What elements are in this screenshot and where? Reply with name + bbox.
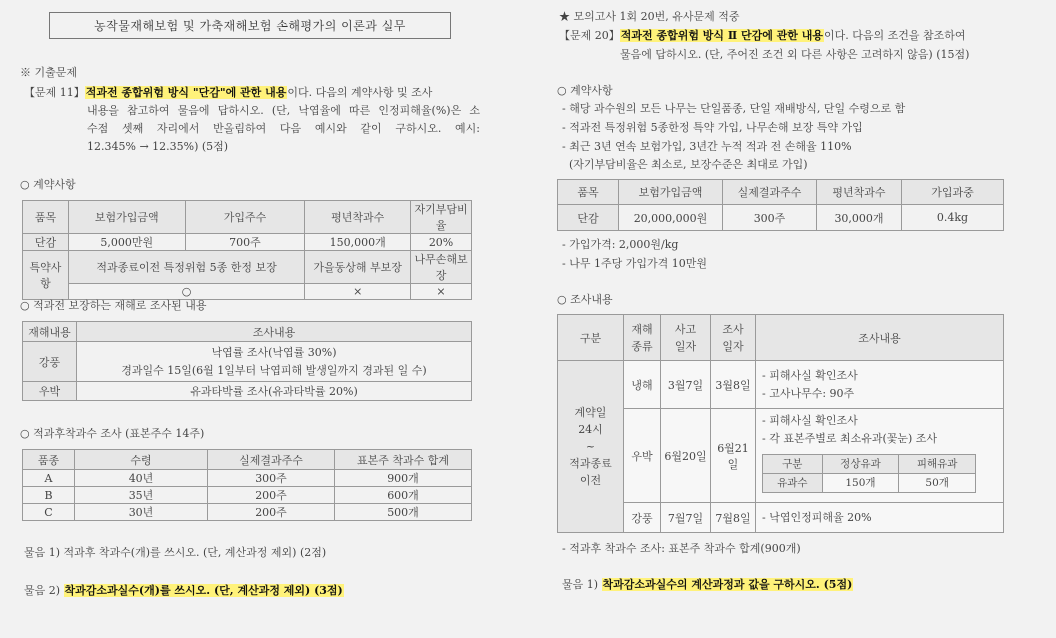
table-header: 피해유과 (899, 455, 976, 474)
table-cell: 강풍 (624, 503, 661, 533)
table-header: 적과종료이전 특정위험 5종 한정 보장 (68, 251, 304, 284)
period-line: ~ (585, 440, 596, 453)
table-cell: A (23, 470, 75, 487)
price-note: - 나무 1주당 가입가격 10만원 (562, 257, 707, 270)
cell-line: - 피해사실 확인조사 (762, 368, 858, 382)
table-header: 실제결과주수 (723, 180, 817, 205)
contract-bullet: - 최근 3년 연속 보험가입, 3년간 누적 적과 전 손해율 110% (562, 140, 852, 153)
table-cell: 200주 (208, 487, 335, 504)
table-header: 평년착과수 (305, 201, 411, 234)
period-line: 적과종료 (569, 457, 612, 470)
mock-exam-note: ★ 모의고사 1회 20번, 유사문제 적중 (559, 10, 740, 23)
page-title: 농작물재해보험 및 가축재해보험 손해평가의 이론과 실무 (49, 12, 451, 39)
sub-question-prefix: 물음 2) (24, 584, 64, 597)
table-header: 보험가입금액 (619, 180, 723, 205)
sub-question-prefix: 물음 1) (562, 578, 602, 591)
table-header: 가입과중 (902, 180, 1004, 205)
section-label: ※ 기출문제 (20, 66, 78, 79)
table-header: 품목 (23, 201, 69, 234)
sub-question-2 (24, 582, 344, 600)
cell-line: 낙엽률 조사(낙엽률 30%) (211, 345, 337, 359)
contract-bullet: (자기부담비율은 최소로, 보장수준은 최대로 가입) (562, 158, 808, 171)
contract-table-right (557, 179, 1004, 231)
table-header: 조사 일자 (711, 315, 756, 361)
period-line: 계약일 (574, 406, 607, 419)
table-cell (756, 409, 1004, 503)
cell-line: - 각 표본주별로 최소유과(꽃눈) 조사 (762, 432, 938, 445)
table-cell: 우박 (23, 382, 77, 401)
table-cell: 20% (411, 234, 472, 251)
table-header: 구분 (763, 455, 823, 474)
table-header: 구분 (558, 315, 624, 361)
question-11-line4: 12.345% → 12.35%) (5점) (87, 140, 229, 153)
table-header: 사고 일자 (661, 315, 711, 361)
table-cell: 30,000개 (817, 205, 902, 231)
question-11-line1 (24, 84, 432, 102)
contract-heading: ○ 계약사항 (20, 178, 76, 191)
question-highlight: 적과전 종합위험 방식 Ⅱ 단감에 관한 내용 (620, 29, 824, 42)
after-fruit-table (22, 449, 472, 521)
table-cell: 3월7일 (661, 361, 711, 409)
table-cell: - 낙엽인정피해율 20% (756, 503, 1004, 533)
table-cell: 3월8일 (711, 361, 756, 409)
table-cell: 50개 (899, 474, 976, 493)
table-cell: 40년 (75, 470, 208, 487)
table-header: 가을동상해 부보장 (305, 251, 411, 284)
table-cell: 200주 (208, 504, 335, 521)
price-note: - 가입가격: 2,000원/kg (562, 238, 679, 251)
table-cell: 5,000만원 (68, 234, 185, 251)
table-cell: 단감 (558, 205, 619, 231)
cell-line: - 고사나무수: 90주 (762, 386, 855, 400)
table-cell: 단감 (23, 234, 69, 251)
table-cell (756, 361, 1004, 409)
special-terms-label: 특약사항 (23, 251, 69, 300)
contract-table (22, 200, 472, 300)
contract-heading-right: ○ 계약사항 (557, 84, 613, 97)
table-header: 재해내용 (23, 322, 77, 342)
table-header: 표본주 착과수 합계 (335, 450, 472, 470)
period-line: 24시 (578, 423, 603, 436)
table-cell: 300주 (208, 470, 335, 487)
table-cell: ○ (68, 284, 304, 300)
table-header: 품목 (558, 180, 619, 205)
table-header: 정상유과 (822, 455, 899, 474)
table-cell: 6월20일 (661, 409, 711, 503)
table-header: 재해 종류 (624, 315, 661, 361)
table-cell: 500개 (335, 504, 472, 521)
table-cell: 900개 (335, 470, 472, 487)
table-header: 보험가입금액 (68, 201, 185, 234)
question-number: 【문제 11】 (24, 86, 85, 99)
table-cell: 0.4kg (902, 205, 1004, 231)
table-cell: 유과타박률 조사(유과타박률 20%) (77, 382, 472, 401)
after-fruit-note: - 적과후 착과수 조사: 표본주 착과수 합계(900개) (562, 542, 801, 555)
table-header: 나무손해보장 (411, 251, 472, 284)
table-cell: 7월8일 (711, 503, 756, 533)
period-line: 이전 (579, 474, 602, 487)
table-header: 자기부담비율 (411, 201, 472, 234)
table-cell: 300주 (723, 205, 817, 231)
table-header: 실제결과주수 (208, 450, 335, 470)
question-20-line1 (559, 27, 966, 45)
table-cell: B (23, 487, 75, 504)
table-cell: 150,000개 (305, 234, 411, 251)
table-header: 수령 (75, 450, 208, 470)
sub-question-highlight: 착과감소과실수의 계산과정과 값을 구하시오. (5점) (602, 578, 853, 591)
sub-question-1-right (562, 576, 853, 594)
sub-question-highlight: 착과감소과실수(개)를 쓰시오. (단, 계산과정 제외) (3점) (64, 584, 343, 597)
survey-heading: ○ 조사내용 (557, 293, 613, 306)
question-20-line2: 물음에 답하시오. (단, 주어진 조건 외 다른 사항은 고려하지 않음) (15점) (620, 48, 970, 61)
table-cell: 150개 (822, 474, 899, 493)
question-text: 이다. 다음의 계약사항 및 조사 (287, 86, 433, 99)
cell-line: 경과일수 15일(6월 1일부터 낙엽피해 발생일까지 경과된 일 수) (121, 363, 427, 377)
table-cell: × (305, 284, 411, 300)
question-11-line3: 수점 셋째 자리에서 반올림하여 다음 예시와 같이 구하시오. 예시: (87, 122, 480, 135)
question-text: 이다. 다음의 조건을 참조하여 (824, 29, 966, 42)
table-cell: C (23, 504, 75, 521)
survey-table (557, 314, 1004, 533)
table-cell: 6월21일 (711, 409, 756, 503)
table-cell: × (411, 284, 472, 300)
table-cell: 7월7일 (661, 503, 711, 533)
table-cell: 유과수 (763, 474, 823, 493)
table-cell: 30년 (75, 504, 208, 521)
table-cell: 20,000,000원 (619, 205, 723, 231)
table-header: 품종 (23, 450, 75, 470)
cell-line: - 피해사실 확인조사 (762, 414, 858, 427)
damage-heading: ○ 적과전 보장하는 재해로 조사된 내용 (20, 299, 207, 312)
table-cell: 강풍 (23, 342, 77, 382)
table-cell: 700주 (185, 234, 305, 251)
table-cell: 냉해 (624, 361, 661, 409)
question-highlight: 적과전 종합위험 방식 "단감"에 관한 내용 (85, 86, 287, 99)
sub-question-1: 물음 1) 적과후 착과수(개)를 쓰시오. (단, 계산과정 제외) (2점) (24, 546, 327, 559)
table-header: 조사내용 (77, 322, 472, 342)
table-cell (77, 342, 472, 382)
table-header: 조사내용 (756, 315, 1004, 361)
after-heading: ○ 적과후착과수 조사 (표본주수 14주) (20, 427, 205, 440)
table-cell: 35년 (75, 487, 208, 504)
period-cell (558, 361, 624, 533)
table-header: 평년착과수 (817, 180, 902, 205)
question-11-line2: 내용을 참고하여 물음에 답하시오. (단, 낙엽율에 따른 인정피해율(%)은 소 (87, 104, 480, 117)
contract-bullet: - 적과전 특정위험 5종한정 특약 가입, 나무손해 보장 특약 가입 (562, 121, 863, 134)
table-cell: 우박 (624, 409, 661, 503)
table-header: 가입주수 (185, 201, 305, 234)
question-number: 【문제 20】 (559, 29, 620, 42)
table-cell: 600개 (335, 487, 472, 504)
damage-table (22, 321, 472, 401)
fruit-sub-table (762, 454, 976, 493)
contract-bullet: - 해당 과수원의 모든 나무는 단일품종, 단일 재배방식, 단일 수령으로 함 (562, 102, 906, 115)
